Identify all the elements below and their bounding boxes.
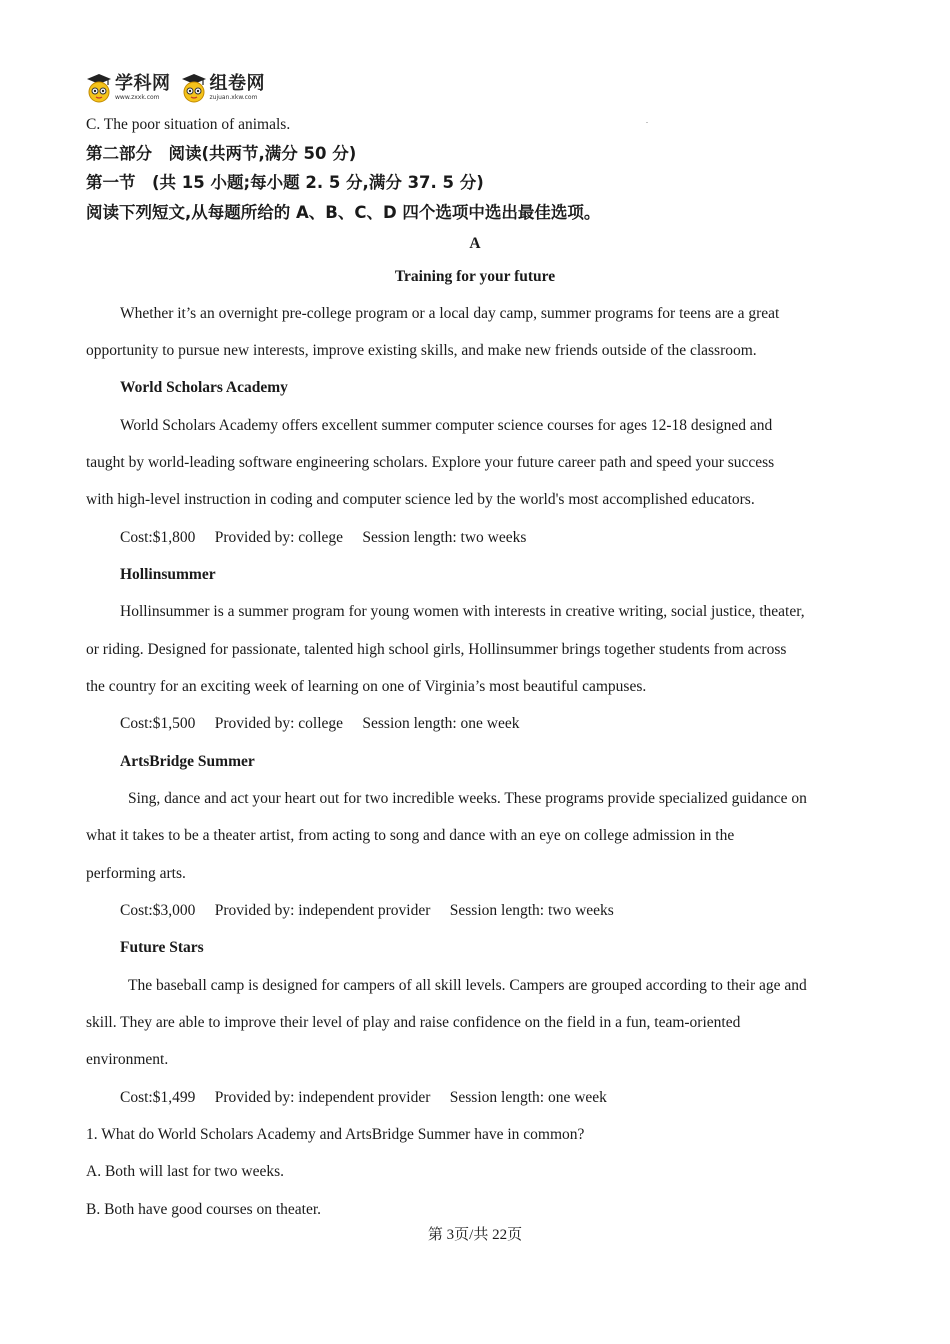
program-desc-line: what it takes to be a theater artist, from acting to song and dance with an eye on college admission in the [86, 827, 735, 844]
program-desc-line: the country for an exciting week of learning on one of Virginia’s most beautiful campuses. [86, 678, 647, 695]
program-desc-line: The baseball camp is designed for campers of all skill levels. Campers are grouped according to their age and [128, 977, 807, 994]
program-name: Future Stars [120, 939, 204, 956]
logo1-name: 学科网 [115, 73, 171, 94]
program-desc-line: World Scholars Academy offers excellent summer computer science courses for ages 12-18 designed and [120, 417, 773, 434]
part-heading: 第二部分 阅读(共两节,满分 50 分) [86, 144, 357, 163]
program-info: Cost:$1,500 Provided by: college Session length: one week [120, 715, 520, 732]
program-info: Cost:$1,499 Provided by: independent provider Session length: one week [120, 1089, 607, 1106]
logo2-url: zujuan.xkw.com [209, 94, 258, 101]
program-name: World Scholars Academy [120, 379, 288, 396]
program-desc-line: or riding. Designed for passionate, talented high school girls, Hollinsummer brings together students from across [86, 641, 787, 658]
zujuanwang-logo [181, 73, 266, 103]
program-desc-line: with high-level instruction in coding and computer science led by the world's most accomplished educators. [86, 491, 755, 508]
previous-option-c: C. The poor situation of animals. [86, 116, 291, 133]
program-info: Cost:$1,800 Provided by: college Session length: two weeks [120, 529, 527, 546]
xuekewang-logo [86, 73, 171, 103]
program-info: Cost:$3,000 Provided by: independent provider Session length: two weeks [120, 902, 614, 919]
program-name: ArtsBridge Summer [120, 753, 255, 770]
program-desc-line: performing arts. [86, 865, 186, 882]
instruction: 阅读下列短文,从每题所给的 A、B、C、D 四个选项中选出最佳选项。 [86, 203, 601, 222]
graduate-owl-icon [181, 73, 207, 103]
program-desc-line: taught by world-leading software engineering scholars. Explore your future career path and speed your success [86, 454, 775, 471]
graduate-owl-icon [86, 73, 112, 103]
passage-title: Training for your future [394, 268, 556, 285]
program-desc-line: skill. They are able to improve their level of play and raise confidence on the field in a fun, team-oriented [86, 1014, 741, 1031]
logo1-url: www.zxxk.com [115, 94, 160, 101]
program-name: Hollinsummer [120, 566, 216, 583]
logo2-name: 组卷网 [209, 73, 265, 94]
passage-letter: A [469, 235, 481, 252]
program-desc-line: environment. [86, 1051, 169, 1068]
subsection-heading: 第一节 (共 15 小题;每小题 2. 5 分,满分 37. 5 分) [86, 173, 484, 192]
header-logos [86, 72, 265, 104]
question-option-b: B. Both have good courses on theater. [86, 1201, 322, 1218]
intro-line: opportunity to pursue new interests, improve existing skills, and make new friends outside of the classroom. [86, 342, 757, 359]
stray-dot: . [646, 116, 648, 125]
program-desc-line: Hollinsummer is a summer program for young women with interests in creative writing, social justice, theater, [120, 603, 805, 620]
page-footer: 第 3页/共 22页 [427, 1227, 523, 1243]
program-desc-line: Sing, dance and act your heart out for two incredible weeks. These programs provide specialized guidance on [128, 790, 807, 807]
question-option-a: A. Both will last for two weeks. [86, 1163, 285, 1180]
question-stem: 1. What do World Scholars Academy and ArtsBridge Summer have in common? [86, 1126, 585, 1143]
intro-line: Whether it’s an overnight pre-college program or a local day camp, summer programs for teens are a great [120, 305, 780, 322]
